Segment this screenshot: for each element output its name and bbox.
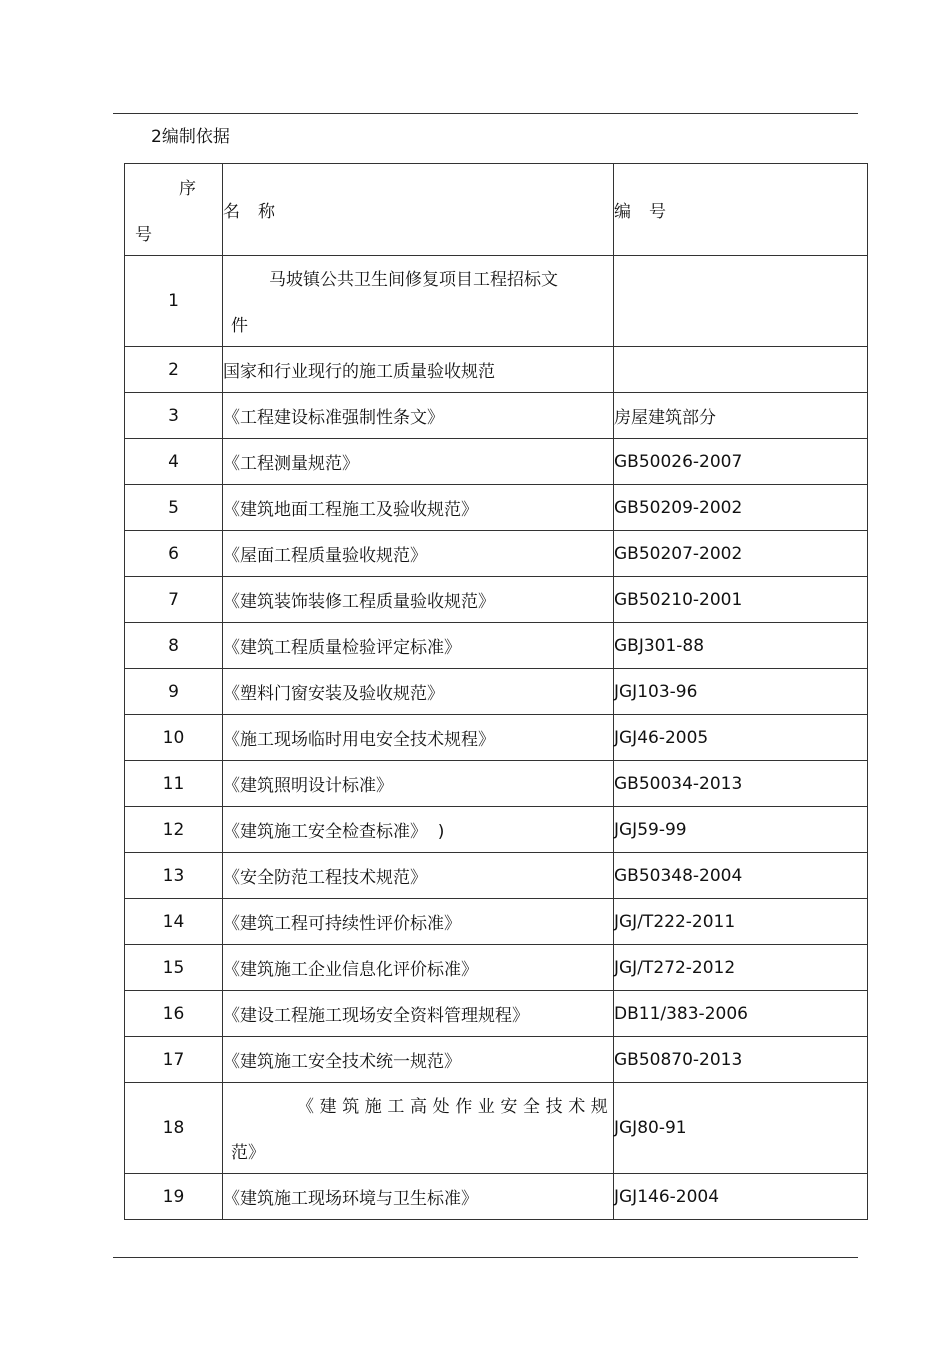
- row-number: 4: [125, 439, 223, 485]
- row-name: 《建筑照明设计标准》: [223, 761, 614, 807]
- table-row: [125, 531, 868, 577]
- table-row: [125, 715, 868, 761]
- row-name: 《建筑工程可持续性评价标准》: [223, 899, 614, 945]
- row-name: 国家和行业现行的施工质量验收规范: [223, 347, 614, 393]
- row-code: DB11/383-2006: [614, 991, 868, 1037]
- row-number: 16: [125, 991, 223, 1037]
- row-name: 《安全防范工程技术规范》: [223, 853, 614, 899]
- row-number: 17: [125, 1037, 223, 1083]
- row-name: 《建筑施工安全检查标准》 ): [223, 807, 614, 853]
- row-code: JGJ146-2004: [614, 1174, 868, 1220]
- table-row: [125, 669, 868, 715]
- row-number: 11: [125, 761, 223, 807]
- row-code: JGJ103-96: [614, 669, 868, 715]
- row-number: 1: [125, 256, 223, 347]
- row-number: 12: [125, 807, 223, 853]
- row-name: 《塑料门窗安装及验收规范》: [223, 669, 614, 715]
- table-row: [125, 393, 868, 439]
- table-row: [125, 991, 868, 1037]
- row-name-line2: 范》: [231, 1143, 265, 1163]
- table-row: [125, 761, 868, 807]
- footer-rule: [113, 1257, 858, 1258]
- table-row: [125, 347, 868, 393]
- row-number: 7: [125, 577, 223, 623]
- table-header-row: [125, 164, 868, 256]
- row-code: JGJ/T222-2011: [614, 899, 868, 945]
- row-code: JGJ/T272-2012: [614, 945, 868, 991]
- table-row: [125, 1037, 868, 1083]
- standards-table: [124, 163, 868, 1220]
- row-code: JGJ46-2005: [614, 715, 868, 761]
- row-number: 10: [125, 715, 223, 761]
- row-code: [614, 347, 868, 393]
- row-name: 《屋面工程质量验收规范》: [223, 531, 614, 577]
- header-rule: [113, 113, 858, 114]
- table-row: [125, 899, 868, 945]
- row-number: 19: [125, 1174, 223, 1220]
- row-code: GB50207-2002: [614, 531, 868, 577]
- table-row: [125, 1174, 868, 1220]
- header-code-cell: [614, 164, 868, 256]
- row-number: 9: [125, 669, 223, 715]
- row-code: 房屋建筑部分: [614, 393, 868, 439]
- row-name: 《工程建设标准强制性条文》: [223, 393, 614, 439]
- row-name: 《工程测量规范》: [223, 439, 614, 485]
- header-no-cell: [125, 164, 223, 256]
- header-name-cell: [223, 164, 614, 256]
- header-name: 名称: [223, 202, 293, 222]
- row-name-line1: 马坡镇公共卫生间修复项目工程招标文: [269, 270, 558, 290]
- row-code: GB50210-2001: [614, 577, 868, 623]
- row-name: 《建筑施工现场环境与卫生标准》: [223, 1174, 614, 1220]
- row-number: 18: [125, 1083, 223, 1174]
- table-row: [125, 807, 868, 853]
- row-number: 3: [125, 393, 223, 439]
- row-code: GB50348-2004: [614, 853, 868, 899]
- table-row: [125, 577, 868, 623]
- table-row: [125, 1083, 868, 1174]
- row-number: 13: [125, 853, 223, 899]
- section-title: 2编制依据: [151, 127, 230, 147]
- row-code: GB50870-2013: [614, 1037, 868, 1083]
- header-code: 编号: [614, 202, 684, 222]
- row-number: 15: [125, 945, 223, 991]
- row-code: GB50034-2013: [614, 761, 868, 807]
- row-name-cell: [223, 256, 614, 347]
- table-row: [125, 623, 868, 669]
- row-name: 《建筑装饰装修工程质量验收规范》: [223, 577, 614, 623]
- row-code: JGJ59-99: [614, 807, 868, 853]
- row-name: 《建设工程施工现场安全资料管理规程》: [223, 991, 614, 1037]
- row-code: GB50209-2002: [614, 485, 868, 531]
- row-name-line2: 件: [231, 316, 248, 336]
- row-name: 《建筑施工企业信息化评价标准》: [223, 945, 614, 991]
- row-code: GB50026-2007: [614, 439, 868, 485]
- row-number: 6: [125, 531, 223, 577]
- table-row: [125, 945, 868, 991]
- row-name-line1: 《建筑施工高处作业安全技术规: [297, 1097, 614, 1117]
- row-name: 《施工现场临时用电安全技术规程》: [223, 715, 614, 761]
- row-name: 《建筑施工安全技术统一规范》: [223, 1037, 614, 1083]
- row-number: 2: [125, 347, 223, 393]
- row-number: 5: [125, 485, 223, 531]
- row-name: 《建筑工程质量检验评定标准》: [223, 623, 614, 669]
- row-name: 《建筑地面工程施工及验收规范》: [223, 485, 614, 531]
- header-no-line1: 序: [179, 179, 196, 199]
- row-code: [614, 256, 868, 347]
- row-number: 8: [125, 623, 223, 669]
- row-code: JGJ80-91: [614, 1083, 868, 1174]
- table-row: [125, 439, 868, 485]
- header-no-line2: 号: [135, 225, 152, 245]
- table-row: [125, 256, 868, 347]
- row-code: GBJ301-88: [614, 623, 868, 669]
- table-row: [125, 853, 868, 899]
- table-row: [125, 485, 868, 531]
- row-number: 14: [125, 899, 223, 945]
- row-name-cell: [223, 1083, 614, 1174]
